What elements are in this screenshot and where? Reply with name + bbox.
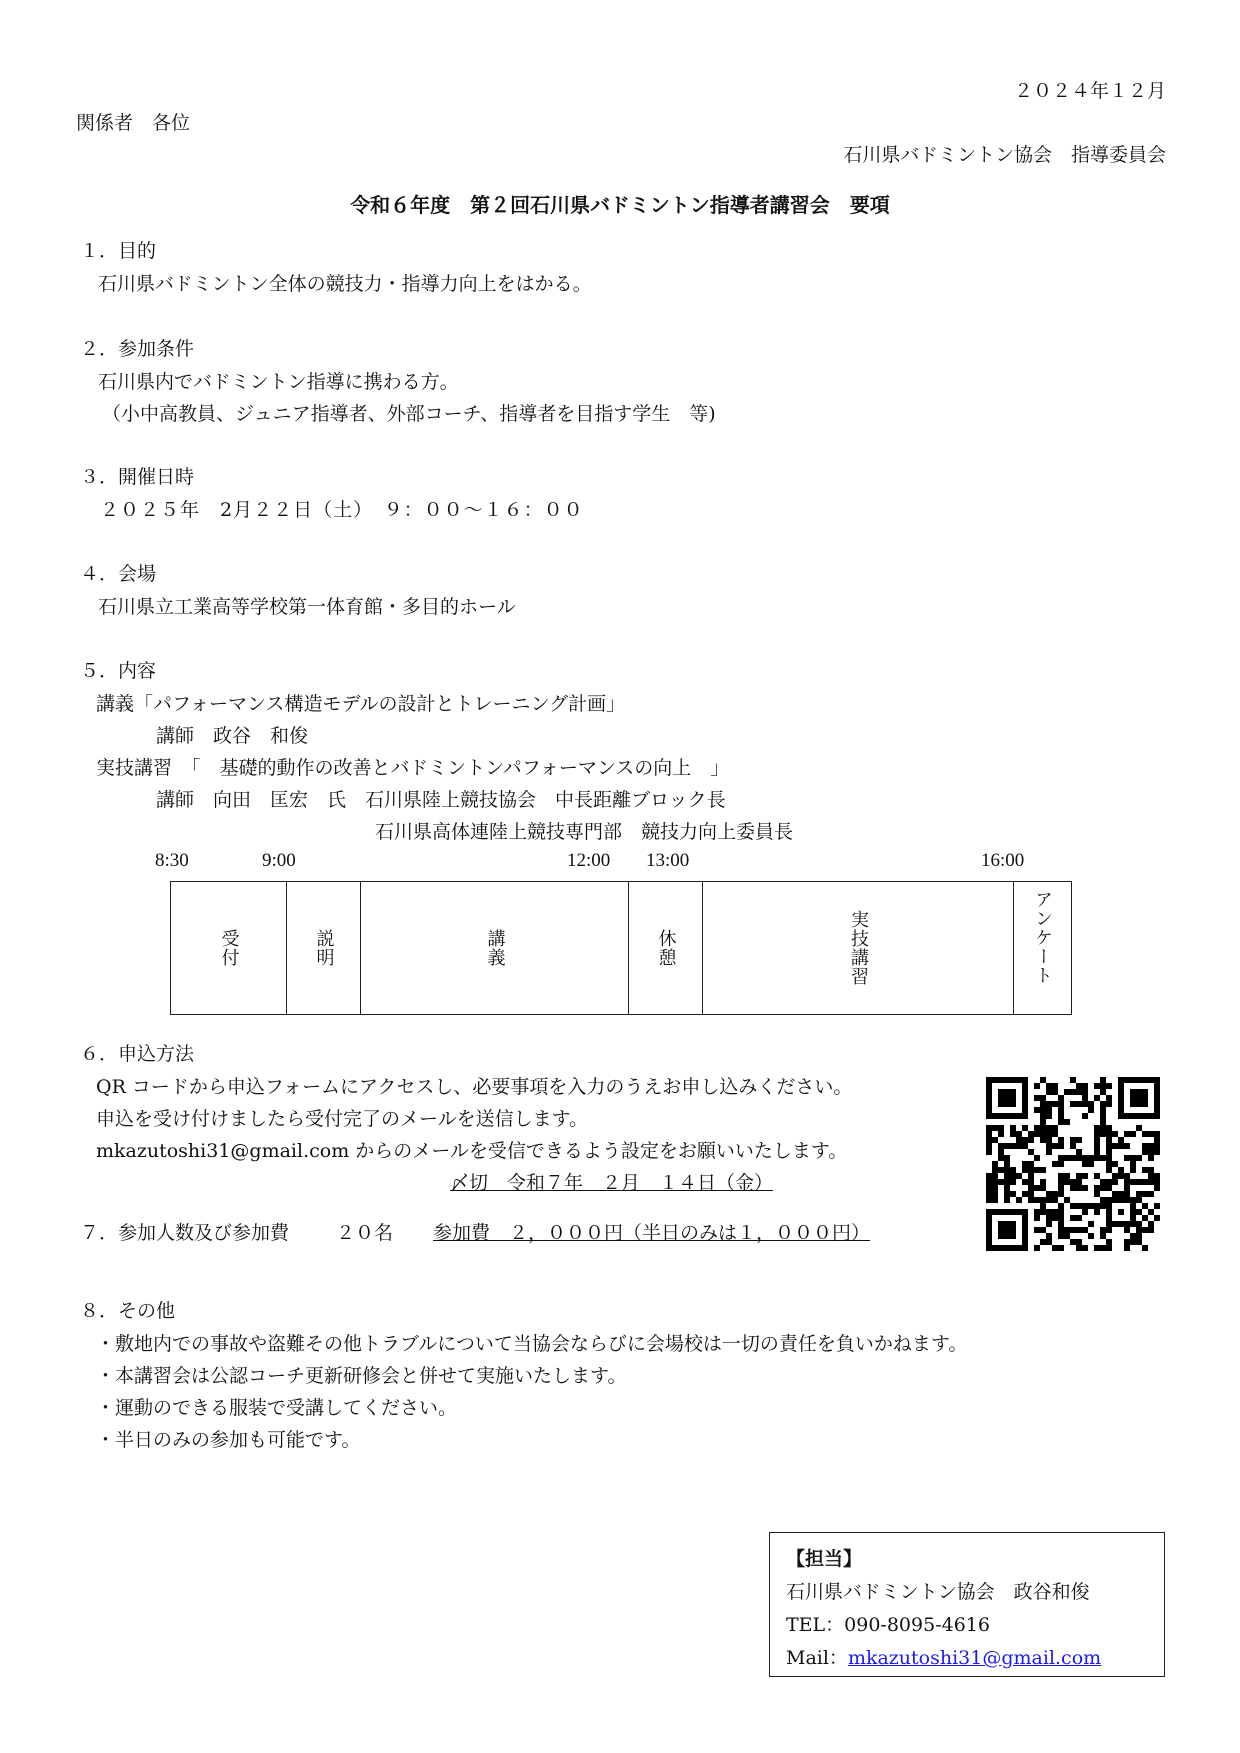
section-2-heading: ２．参加条件 xyxy=(80,338,195,360)
section-2-line1: 石川県内でバドミントン指導に携わる方。 xyxy=(98,371,459,393)
schedule-table xyxy=(170,881,1072,1015)
deadline: 〆切 令和７年 ２月 １４日（金） xyxy=(450,1172,774,1194)
schedule-block-label: アンケート xyxy=(1032,890,1053,985)
venue: 石川県立工業高等学校第一体育館・多目的ホール xyxy=(98,596,516,618)
event-datetime: ２０２５年 2月２２日（土） ９：００～１６：００ xyxy=(100,499,584,521)
time-label: 16:00 xyxy=(981,850,1025,871)
section-5-heading: ５．内容 xyxy=(80,660,157,682)
contact-mail-row xyxy=(786,1642,1148,1675)
section-6-heading: ６．申込方法 xyxy=(80,1043,195,1065)
section-7-heading: ７．参加人数及び参加費 xyxy=(80,1222,290,1244)
schedule-block-label: 講義 xyxy=(484,929,506,967)
note-item: ・本講習会は公認コーチ更新研修会と併せて実施いたします。 xyxy=(96,1365,627,1387)
schedule-block-label: 説明 xyxy=(313,929,335,967)
schedule-block xyxy=(287,882,361,1014)
schedule-block xyxy=(703,882,1014,1014)
contact-mail-label: Mail： xyxy=(786,1647,848,1669)
section-4-heading: ４．会場 xyxy=(80,563,157,585)
note-item: ・運動のできる服装で受講してください。 xyxy=(96,1397,458,1419)
section-3-heading: ３．開催日時 xyxy=(80,466,195,488)
section-8-heading: ８．その他 xyxy=(80,1300,176,1322)
time-label: 9:00 xyxy=(262,850,296,871)
lecture-title: 講義「パフォーマンス構造モデルの設計とトレーニング計画」 xyxy=(96,693,626,715)
schedule-block-label: 受付 xyxy=(218,929,240,967)
contact-tel: TEL：090-8095-4616 xyxy=(786,1614,990,1636)
section-2-line2: （小中高教員、ジュニア指導者、外部コーチ、指導者を目指す学生 等) xyxy=(102,403,716,425)
section-1-body: 石川県バドミントン全体の競技力・指導力向上をはかる。 xyxy=(98,273,592,295)
schedule-block xyxy=(171,882,287,1014)
contact-heading: 【担当】 xyxy=(786,1548,863,1570)
page-title: 令和６年度 第２回石川県バドミントン指導者講習会 要項 xyxy=(350,193,890,217)
qr-code-icon[interactable] xyxy=(986,1077,1160,1251)
application-line2: 申込を受け付けましたら受付完了のメールを送信します。 xyxy=(96,1108,589,1130)
schedule-block xyxy=(629,882,703,1014)
schedule-block xyxy=(361,882,629,1014)
section-1-heading: １．目的 xyxy=(80,240,157,262)
practical-lecturer-title: 石川県高体連陸上競技専門部 競技力向上委員長 xyxy=(375,821,794,843)
time-label: 13:00 xyxy=(646,850,690,871)
participation-fee: 参加費 ２，０００円（半日のみは１，０００円） xyxy=(433,1222,871,1244)
practical-title: 実技講習 「 基礎的動作の改善とバドミントンパフォーマンスの向上 」 xyxy=(96,757,730,779)
time-label: 8:30 xyxy=(155,850,189,871)
contact-org: 石川県バドミントン協会 政谷和俊 xyxy=(786,1581,1090,1603)
application-line3: mkazutoshi31@gmail.com からのメールを受信できるよう設定をお願いいたします。 xyxy=(96,1140,848,1162)
schedule-block-label: 実技講習 xyxy=(848,910,869,986)
contact-box xyxy=(769,1532,1165,1677)
sender: 石川県バドミントン協会 指導委員会 xyxy=(843,144,1166,166)
note-item: ・敷地内での事故や盗難その他トラブルについて当協会ならびに会場校は一切の責任を負いかねます。 xyxy=(96,1333,968,1355)
participant-count: ２０名 xyxy=(336,1222,394,1244)
schedule-block-label: 休憩 xyxy=(655,929,677,967)
time-label: 12:00 xyxy=(567,850,611,871)
document-date: ２０２４年１２月 xyxy=(1013,80,1166,102)
practical-lecturer: 講師 向田 匡宏 氏 石川県陸上競技協会 中長距離ブロック長 xyxy=(156,789,726,811)
schedule-block xyxy=(1014,882,1070,1014)
application-line1: QR コードから申込フォームにアクセスし、必要事項を入力のうえお申し込みください。 xyxy=(96,1076,853,1098)
lecturer: 講師 政谷 和俊 xyxy=(156,725,309,747)
note-item: ・半日のみの参加も可能です。 xyxy=(96,1429,361,1451)
contact-mail-link[interactable]: mkazutoshi31@gmail.com xyxy=(847,1647,1102,1669)
addressee: 関係者 各位 xyxy=(76,112,191,134)
